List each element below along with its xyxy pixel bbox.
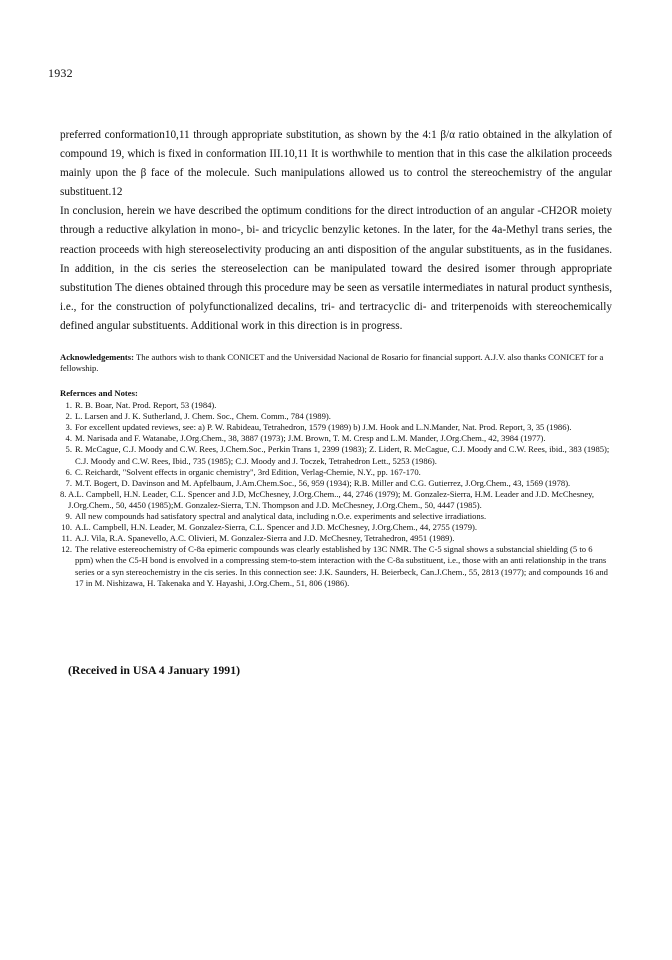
reference-number: 5. <box>65 444 72 455</box>
reference-item <box>60 544 612 588</box>
received-date: (Received in USA 4 January 1991) <box>68 663 241 677</box>
reference-number: 2. <box>65 411 72 422</box>
reference-item <box>60 444 612 466</box>
reference-item <box>60 467 612 478</box>
reference-number: 12. <box>61 544 72 555</box>
reference-text: All new compounds had satisfatory spectral and analytical data, including n.O.e. experiments and selective irradiations. <box>75 511 487 522</box>
reference-text: A.J. Vila, R.A. Spanevello, A.C. Olivieri, M. Gonzalez-Sierra and J.D. McChesney, Tetrahedron, 4951 (1989). <box>75 533 455 544</box>
reference-item <box>60 489 612 511</box>
reference-number: 4. <box>65 433 72 444</box>
reference-number: 11. <box>61 533 72 544</box>
reference-item <box>60 511 612 522</box>
reference-item <box>60 433 612 444</box>
reference-number: 3. <box>65 422 72 433</box>
reference-item <box>60 411 612 422</box>
reference-text: L. Larsen and J. K. Sutherland, J. Chem. Soc., Chem. Comm., 784 (1989). <box>75 411 331 422</box>
reference-text: For excellent updated reviews, see: a) P. W. Rabideau, Tetrahedron, 1579 (1989) b) J.M. Hook and L.N.Mander, Nat. Prod. Report, 3, 35 (1986). <box>75 422 572 433</box>
paragraph-1: preferred conformation10,11 through appropriate substitution, as shown by the 4:1 β/α ratio obtained in the alkylation of compound 19, which is fixed in conformation III.10,11 It is worthwhile to mention that in this case the alkilation proceeds mainly upon the β face of the molecule. Such manipulations allowed us to control the stereochemistry of the angular substituent.12 <box>60 129 612 199</box>
reference-text: R. B. Boar, Nat. Prod. Report, 53 (1984). <box>75 400 217 411</box>
acknowledgements <box>60 352 612 375</box>
reference-text: The relative estereochemistry of C-8a epimeric compounds was clearly established by 13C NMR. The C-5 signal shows a substancial shielding (5 to 6 ppm) when the C5-H bond is envolved in a compressing stem-to-stem interaction with the C-8a substituent, i.e., those with an anti relationship in the trans series or a syn stereochemistry in the cis series. In this connection see: J.K. Saunders, H. Beierbeck, Can.J.Chem., 55, 2813 (1977); and compounds 16 and 17 in M. Nishizawa, H. Takenaka and Y. Hayashi, J.Org.Chem., 51, 806 (1986). <box>75 544 608 588</box>
reference-number: 6. <box>65 466 72 477</box>
reference-text: R. McCague, C.J. Moody and C.W. Rees, J.Chem.Soc., Perkin Trans 1, 2399 (1983); Z. Lidert, R. McCague, C.J. Moody and C.W. Rees, ibid., 383 (1985); C.J. Moody and C.W. Rees, Ibid., 735 (1985); C.J. Moody and J. Toczek, Tetrahedron Lett., 5253 (1986). <box>75 444 610 466</box>
reference-item <box>60 522 612 533</box>
reference-text: A.L. Campbell, H.N. Leader, C.L. Spencer and J.D, McChesney, J.Org.Chem.., 44, 2746 (1979); M. Gonzalez-Sierra, H.M. Leader and J.D. McChesney, J.Org.Chem., 50, 4450 (1985);M. Gonzalez-Sierra, T.N. Thompson and J.D. McChesney, J.Org.Chem., 50, 4447 (1985). <box>68 488 595 510</box>
reference-number: 7. <box>65 477 72 488</box>
reference-number: 1. <box>65 400 72 411</box>
page-number: 1932 <box>48 66 73 80</box>
reference-item <box>60 478 612 489</box>
reference-list <box>60 400 612 589</box>
reference-number: 8. <box>60 488 67 499</box>
reference-item <box>60 400 612 411</box>
reference-text: A.L. Campbell, H.N. Leader, M. Gonzalez-Sierra, C.L. Spencer and J.D. McChesney, J.Org.Chem., 44, 2755 (1979). <box>75 522 478 533</box>
reference-item <box>60 533 612 544</box>
references-heading: Refernces and Notes: <box>60 388 138 398</box>
reference-text: C. Reichardt, "Solvent effects in organic chemistry", 3rd Edition, Verlag-Chemie, N.Y., pp. 167-170. <box>75 466 421 477</box>
paragraph-2: In conclusion, herein we have described the optimum conditions for the direct introduction of an angular -CH2OR moiety through a reductive alkylation in mono-, bi- and tricyclic benzylic ketones. In the later, for the 4a-Methyl trans series, the reaction proceeds with high stereoselectivity producing an anti disposition of the angular substituents, as in the fusidanes. In addition, in the cis series the stereoselection can be manipulated toward the desired isomer through appropriate substitution The dienes obtained through this procedure may be seen as versatile intermediates in natural product synthesis, i.e., for the construction of polyfunctionalized decalins, tri- and tertracyclic di- and triterpenoids with stereochemically defined angular substituents. Additional work in this direction is in progress. <box>60 205 612 332</box>
reference-text: M.T. Bogert, D. Davinson and M. Apfelbaum, J.Am.Chem.Soc., 56, 959 (1934); R.B. Miller and C.G. Gutierrez, J.Org.Chem., 43, 1569 (1978). <box>75 477 571 488</box>
reference-number: 9. <box>65 511 72 522</box>
references-section <box>60 388 612 589</box>
reference-item <box>60 422 612 433</box>
acknowledgements-text: The authors wish to thank CONICET and the Universidad Nacional de Rosario for financial support. A.J.V. also thanks CONICET for a fellowship. <box>60 352 604 374</box>
reference-text: M. Narisada and F. Watanabe, J.Org.Chem., 38, 3887 (1973); J.M. Brown, T. M. Cresp and L.M. Mander, J.Org.Chem., 42, 3984 (1977). <box>75 433 546 444</box>
reference-number: 10. <box>61 522 72 533</box>
acknowledgements-label: Acknowledgements: <box>60 352 134 362</box>
body-text <box>60 126 612 336</box>
